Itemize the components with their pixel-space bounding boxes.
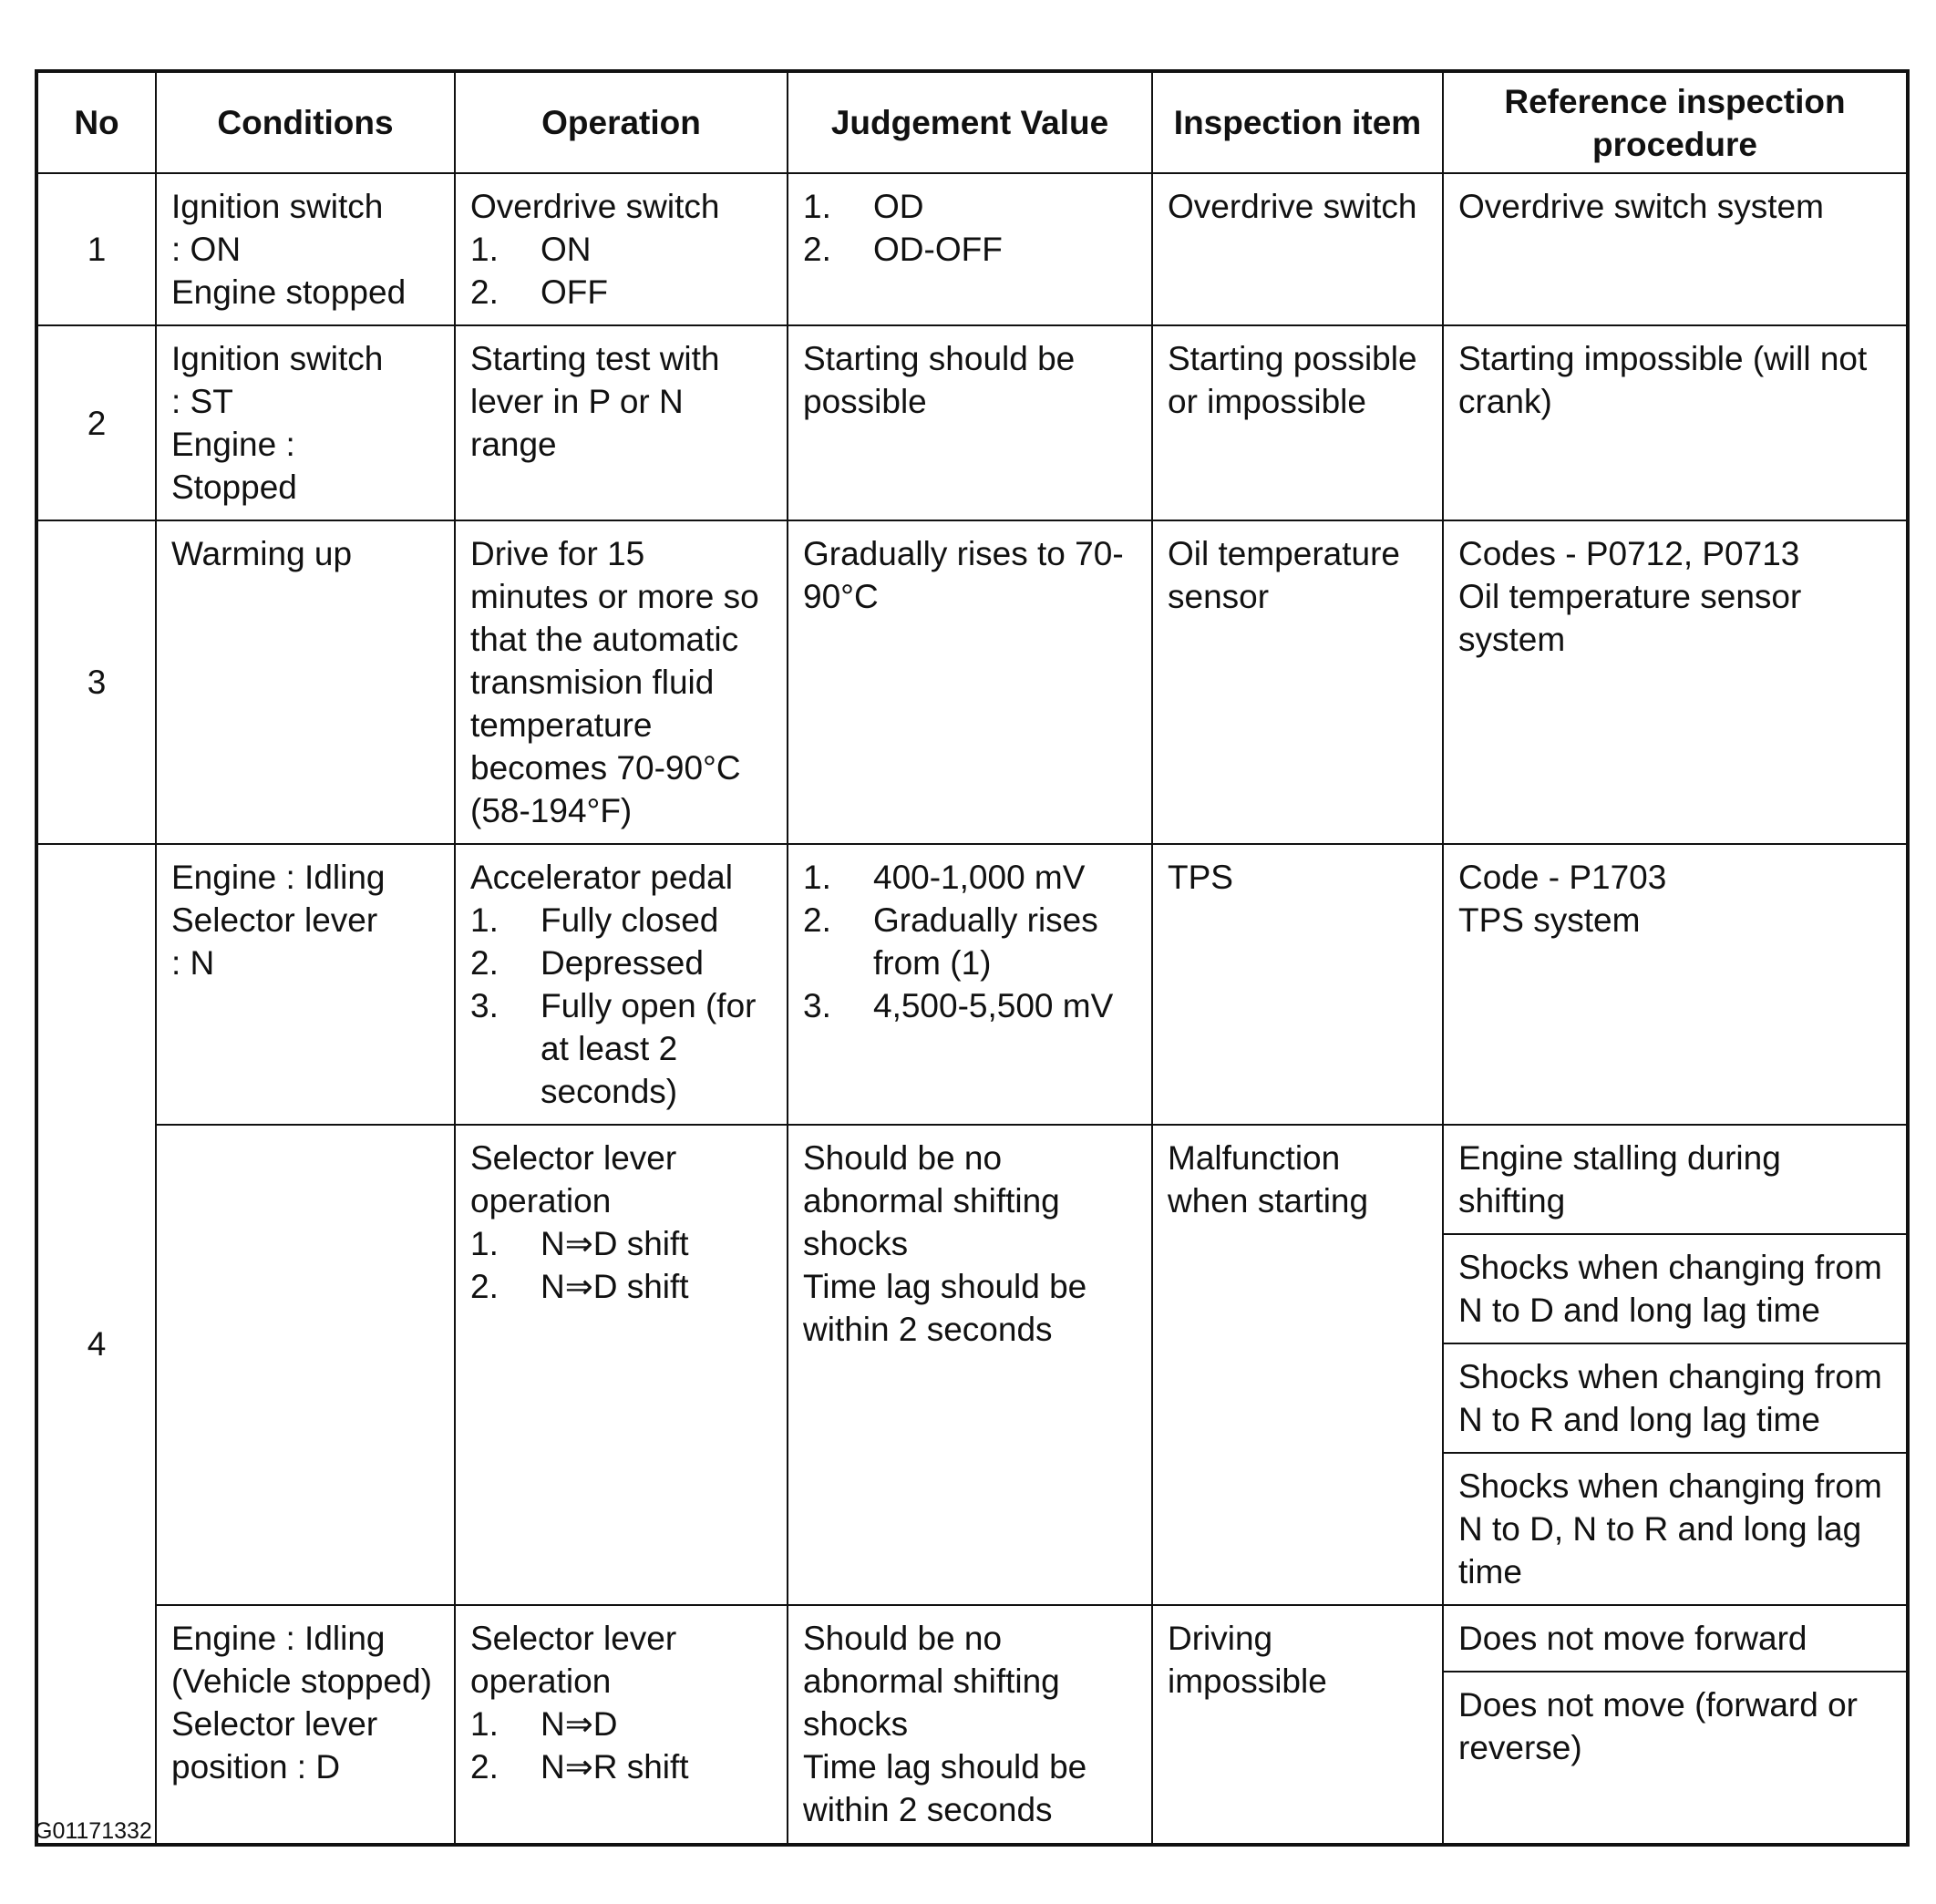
table-row bbox=[36, 325, 1908, 520]
operation-cell: Selector lever operation 1. N⇒D shift 2. N⇒D shift bbox=[455, 1125, 788, 1605]
reference-cell: Code - P1703 TPS system bbox=[1443, 844, 1908, 1125]
header-conditions: Conditions bbox=[156, 71, 455, 173]
table-row bbox=[36, 173, 1908, 325]
table-row bbox=[36, 844, 1908, 1125]
reference-cell: Shocks when changing from N to R and long lag time bbox=[1443, 1343, 1908, 1453]
conditions-cell: Engine : Idling Selector lever : N bbox=[156, 844, 455, 1125]
header-reference-procedure: Reference inspection procedure bbox=[1443, 71, 1908, 173]
reference-cell: Codes - P0712, P0713 Oil temperature sensor system bbox=[1443, 520, 1908, 844]
inspection-cell: Oil temperature sensor bbox=[1152, 520, 1443, 844]
inspection-cell: Driving impossible bbox=[1152, 1605, 1443, 1845]
operation-cell: Selector lever operation 1. N⇒D 2. N⇒R shift bbox=[455, 1605, 788, 1845]
conditions-cell: Ignition switch : ON Engine stopped bbox=[156, 173, 455, 325]
header-no: No bbox=[36, 71, 156, 173]
judgement-cell: Should be no abnormal shifting shocks Time lag should be within 2 seconds bbox=[788, 1605, 1152, 1845]
reference-cell: Shocks when changing from N to D, N to R and long lag time bbox=[1443, 1453, 1908, 1605]
reference-cell: Does not move (forward or reverse) bbox=[1443, 1672, 1908, 1845]
table-row bbox=[36, 520, 1908, 844]
conditions-cell: Engine : Idling (Vehicle stopped) Selector lever position : D bbox=[156, 1605, 455, 1845]
table-row bbox=[36, 1605, 1908, 1672]
operation-cell: Accelerator pedal 1. Fully closed 2. Depressed 3. Fully open (for at least 2 seconds) bbox=[455, 844, 788, 1125]
inspection-cell: Overdrive switch bbox=[1152, 173, 1443, 325]
judgement-cell: Should be no abnormal shifting shocks Time lag should be within 2 seconds bbox=[788, 1125, 1152, 1605]
operation-cell: Starting test with lever in P or N range bbox=[455, 325, 788, 520]
inspection-cell: Starting possible or impossible bbox=[1152, 325, 1443, 520]
operation-cell: Overdrive switch 1. ON 2. OFF bbox=[455, 173, 788, 325]
conditions-cell bbox=[156, 1125, 455, 1605]
header-row bbox=[36, 71, 1908, 173]
inspection-cell: Malfunction when starting bbox=[1152, 1125, 1443, 1605]
row-number: 4 bbox=[36, 844, 156, 1845]
row-number: 3 bbox=[36, 520, 156, 844]
conditions-cell: Warming up bbox=[156, 520, 455, 844]
judgement-cell: 1. 400-1,000 mV 2. Gradually rises from (1) 3. 4,500-5,500 mV bbox=[788, 844, 1152, 1125]
reference-cell: Starting impossible (will not crank) bbox=[1443, 325, 1908, 520]
header-inspection-item: Inspection item bbox=[1152, 71, 1443, 173]
table-row bbox=[36, 1125, 1908, 1234]
header-judgement-value: Judgement Value bbox=[788, 71, 1152, 173]
reference-cell: Overdrive switch system bbox=[1443, 173, 1908, 325]
judgement-cell: 1. OD 2. OD-OFF bbox=[788, 173, 1152, 325]
inspection-table bbox=[35, 69, 1910, 1847]
row-number: 1 bbox=[36, 173, 156, 325]
reference-cell: Engine stalling during shifting bbox=[1443, 1125, 1908, 1234]
row-number: 2 bbox=[36, 325, 156, 520]
operation-cell: Drive for 15 minutes or more so that the automatic transmision fluid temperature becomes 70-90°C (58-194°F) bbox=[455, 520, 788, 844]
conditions-cell: Ignition switch : ST Engine : Stopped bbox=[156, 325, 455, 520]
figure-code: G01171332 bbox=[35, 1818, 152, 1844]
reference-cell: Shocks when changing from N to D and long lag time bbox=[1443, 1234, 1908, 1343]
judgement-cell: Starting should be possible bbox=[788, 325, 1152, 520]
reference-cell: Does not move forward bbox=[1443, 1605, 1908, 1672]
judgement-cell: Gradually rises to 70-90°C bbox=[788, 520, 1152, 844]
inspection-cell: TPS bbox=[1152, 844, 1443, 1125]
header-operation: Operation bbox=[455, 71, 788, 173]
